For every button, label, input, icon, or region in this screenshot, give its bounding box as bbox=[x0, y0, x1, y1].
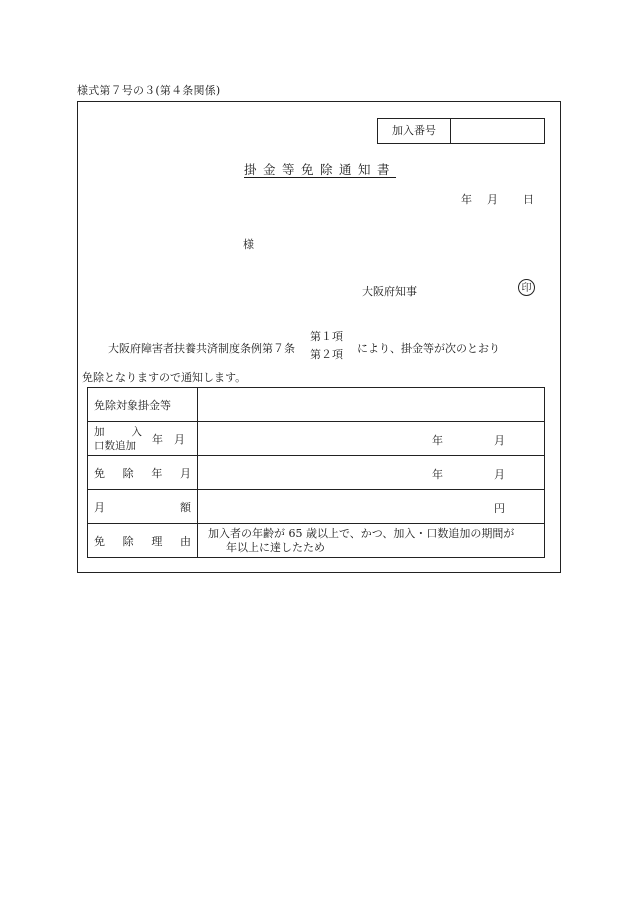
year-unit: 年 bbox=[432, 467, 443, 481]
target-value[interactable] bbox=[198, 388, 545, 422]
label-char: 由 bbox=[179, 534, 191, 548]
monthly-amount-value[interactable] bbox=[198, 490, 545, 524]
notice-form bbox=[77, 101, 561, 573]
label-char: 年 bbox=[151, 466, 163, 480]
label-char: 理 bbox=[151, 534, 163, 548]
label-char: 月 bbox=[94, 500, 105, 514]
label-char: 月 bbox=[179, 466, 191, 480]
label-char: 免 bbox=[94, 466, 105, 480]
reason-line-1: 加入者の年齢が 65 歳以上で、かつ、加入・口数追加の期間が bbox=[208, 526, 515, 540]
document-title: 掛金等免除通知書 bbox=[244, 162, 397, 177]
yen-unit: 円 bbox=[494, 501, 505, 515]
exemption-date-value[interactable] bbox=[198, 456, 545, 490]
table-row bbox=[88, 524, 545, 558]
body-text-tail: により、掛金等が次のとおり bbox=[357, 342, 500, 355]
addressee-suffix: 様 bbox=[243, 238, 254, 251]
join-char-2: 入 bbox=[131, 425, 142, 438]
body-text-line2: 免除となりますので通知します。 bbox=[82, 371, 247, 384]
month-unit: 月 bbox=[494, 467, 505, 481]
issuer-name: 大阪府知事 bbox=[362, 285, 417, 298]
table-row bbox=[88, 422, 545, 456]
article-option-2: 第２項 bbox=[310, 348, 343, 361]
label-char: 除 bbox=[122, 466, 134, 480]
date-day-label: 日 bbox=[523, 193, 534, 206]
seal-mark: 印 bbox=[518, 279, 535, 296]
body-text-main: 大阪府障害者扶養共済制度条例第７条 bbox=[108, 342, 295, 355]
member-number-label: 加入番号 bbox=[378, 119, 451, 143]
exemption-details-table bbox=[87, 387, 545, 558]
form-number-label: 様式第７号の３(第４条関係) bbox=[77, 84, 221, 97]
table-row bbox=[88, 490, 545, 524]
article-options bbox=[310, 328, 343, 364]
table-row bbox=[88, 388, 545, 422]
member-number-box bbox=[377, 118, 545, 144]
row-label-monthly-amount bbox=[88, 490, 198, 524]
row-label-reason bbox=[88, 524, 198, 558]
row-label-join-date bbox=[88, 422, 198, 456]
join-date-value[interactable] bbox=[198, 422, 545, 456]
table-row bbox=[88, 456, 545, 490]
unit-add-label: 口数追加 bbox=[94, 439, 136, 452]
member-number-field[interactable] bbox=[451, 119, 544, 143]
article-option-1: 第１項 bbox=[310, 330, 343, 343]
date-year-label: 年 bbox=[461, 193, 472, 206]
label-char: 除 bbox=[122, 534, 134, 548]
year-unit: 年 bbox=[432, 433, 443, 447]
reason-line-2: 年以上に達したため bbox=[226, 540, 325, 554]
date-month-label: 月 bbox=[487, 193, 498, 206]
label-char: 額 bbox=[180, 500, 191, 514]
row-label-exemption-date bbox=[88, 456, 198, 490]
label-char: 免 bbox=[94, 534, 105, 548]
month-unit: 月 bbox=[494, 433, 505, 447]
year-month-label: 年 月 bbox=[152, 432, 185, 446]
join-char-1: 加 bbox=[94, 425, 105, 438]
reason-value bbox=[198, 524, 545, 558]
row-label-target: 免除対象掛金等 bbox=[88, 388, 198, 422]
